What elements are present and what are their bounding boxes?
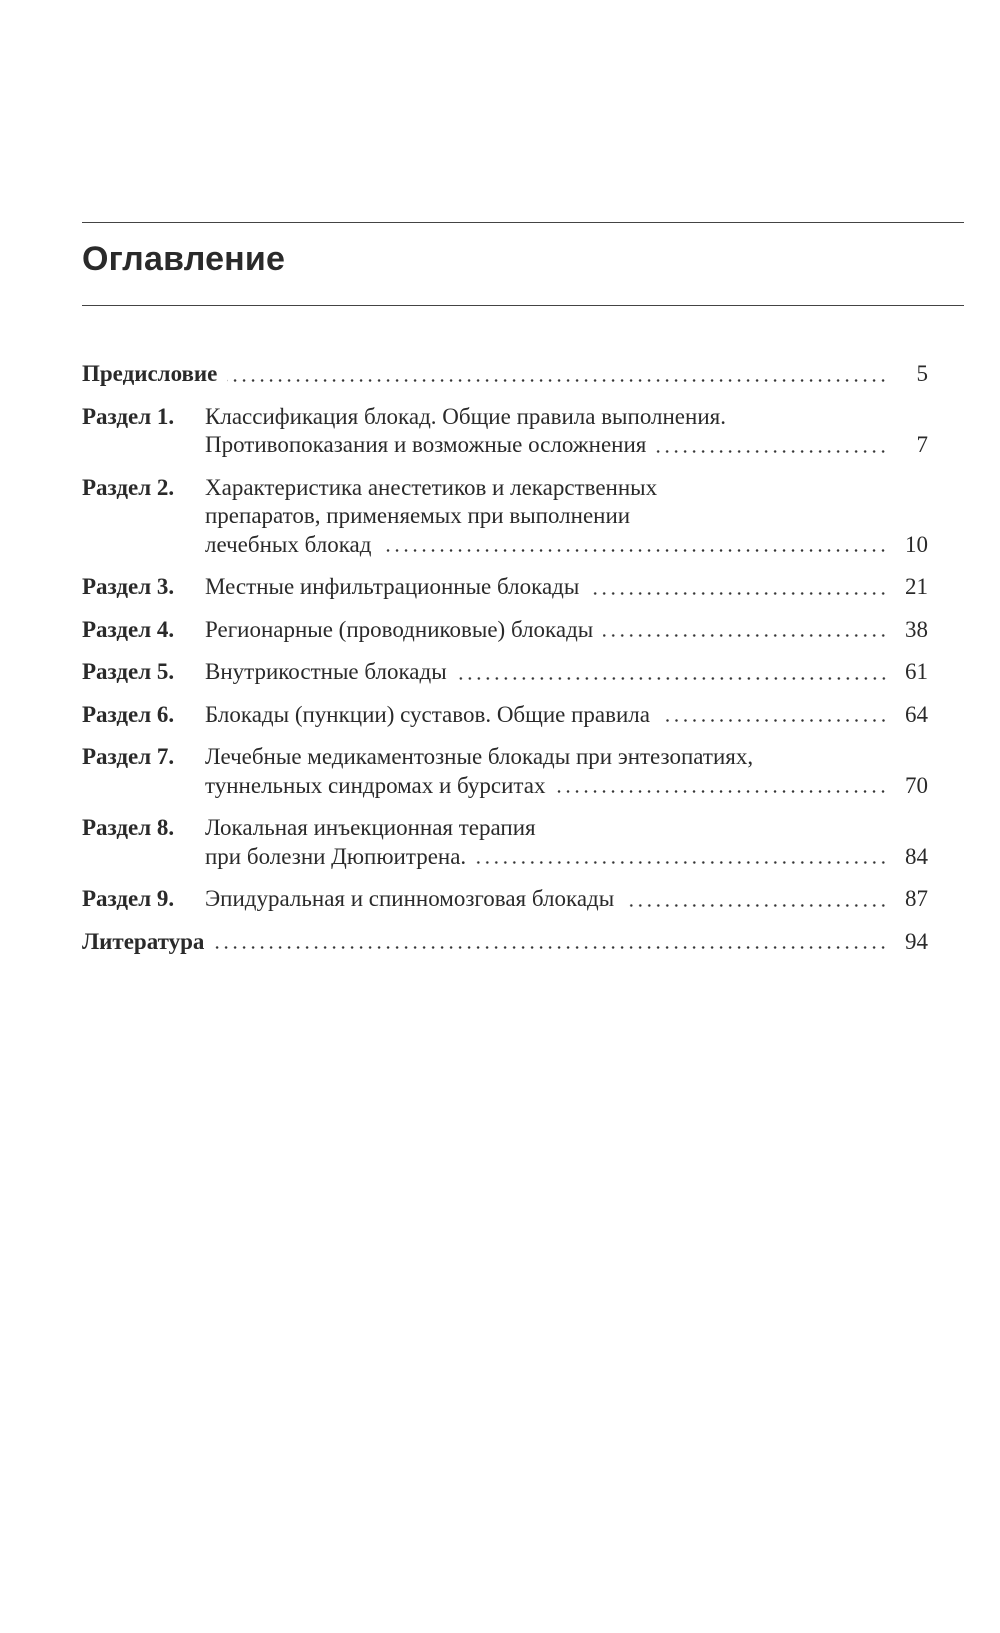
table-of-contents xyxy=(82,360,928,970)
dot-leader xyxy=(603,634,888,637)
toc-page-number: 21 xyxy=(905,574,928,599)
toc-entry-title-line: Блокады (пункции) суставов. Общие правила xyxy=(205,701,650,727)
toc-entry-title-line: Противопоказания и возможные осложнения xyxy=(205,432,647,457)
toc-entry-title-line: лечебных блокад xyxy=(205,531,372,557)
toc-page-number: 61 xyxy=(905,659,928,684)
toc-entry[interactable] xyxy=(82,885,928,914)
toc-page-number: 84 xyxy=(905,843,928,869)
toc-entry[interactable] xyxy=(82,658,928,687)
toc-entry-title-line: Классификация блокад. Общие правила выполнения. xyxy=(205,403,726,429)
toc-page-number: 70 xyxy=(905,772,928,798)
dot-leader xyxy=(656,450,888,453)
toc-entry-title-line: Регионарные (проводниковые) блокады xyxy=(205,616,594,642)
toc-entry-title-line: Внутрикостные блокады xyxy=(205,659,447,684)
toc-entry[interactable] xyxy=(82,403,928,460)
toc-page-number: 87 xyxy=(905,886,928,911)
toc-entry[interactable] xyxy=(82,360,928,389)
toc-section-label: Раздел 1. xyxy=(82,403,175,429)
page-title: Оглавление xyxy=(82,240,286,278)
toc-entry[interactable] xyxy=(82,616,928,645)
toc-section-label: Раздел 2. xyxy=(82,474,175,500)
toc-page-number: 5 xyxy=(916,361,928,386)
toc-page-number: 7 xyxy=(916,432,928,457)
dot-leader xyxy=(555,790,888,793)
toc-section-label: Раздел 7. xyxy=(82,744,175,769)
dot-leader xyxy=(624,904,888,907)
top-rule xyxy=(82,222,964,223)
toc-page-number: 10 xyxy=(905,531,928,557)
dot-leader xyxy=(589,592,888,595)
dot-leader xyxy=(476,861,888,864)
toc-entry[interactable] xyxy=(82,573,928,602)
toc-entry[interactable] xyxy=(82,474,928,560)
toc-entry-title-line: туннельных синдромах и бурситах xyxy=(205,772,546,798)
toc-entry-title-line: препаратов, применяемых при выполнении xyxy=(205,503,631,528)
toc-section-label: Раздел 6. xyxy=(82,701,175,727)
toc-entry[interactable] xyxy=(82,814,928,871)
toc-entry[interactable] xyxy=(82,701,928,730)
dot-leader xyxy=(227,379,888,382)
toc-section-label: Раздел 3. xyxy=(82,574,175,599)
toc-section-label: Раздел 5. xyxy=(82,659,175,684)
dot-leader xyxy=(660,719,888,722)
toc-entry-title: Литература xyxy=(82,928,205,954)
toc-section-label: Раздел 9. xyxy=(82,886,175,911)
toc-page-number: 94 xyxy=(905,928,928,954)
toc-entry[interactable] xyxy=(82,928,928,957)
toc-entry-title-line: при болезни Дюпюитрена. xyxy=(205,843,467,869)
toc-entry[interactable] xyxy=(82,743,928,800)
dot-leader xyxy=(214,946,888,949)
toc-entry-title: Предисловие xyxy=(82,361,218,386)
toc-entry-title-line: Характеристика анестетиков и лекарственных xyxy=(205,474,658,500)
toc-section-label: Раздел 4. xyxy=(82,616,175,642)
toc-entry-title-line: Местные инфильтрационные блокады xyxy=(205,574,580,599)
toc-entry-title-line: Лечебные медикаментозные блокады при энтезопатиях, xyxy=(205,744,754,769)
toc-page-number: 64 xyxy=(905,701,928,727)
toc-section-label: Раздел 8. xyxy=(82,815,175,840)
toc-entry-title-line: Локальная инъекционная терапия xyxy=(205,815,536,840)
dot-leader xyxy=(381,549,888,552)
toc-entry-title-line: Эпидуральная и спинномозговая блокады xyxy=(205,886,615,911)
toc-page-number: 38 xyxy=(905,616,928,642)
bottom-rule xyxy=(82,305,964,306)
dot-leader xyxy=(457,677,888,680)
